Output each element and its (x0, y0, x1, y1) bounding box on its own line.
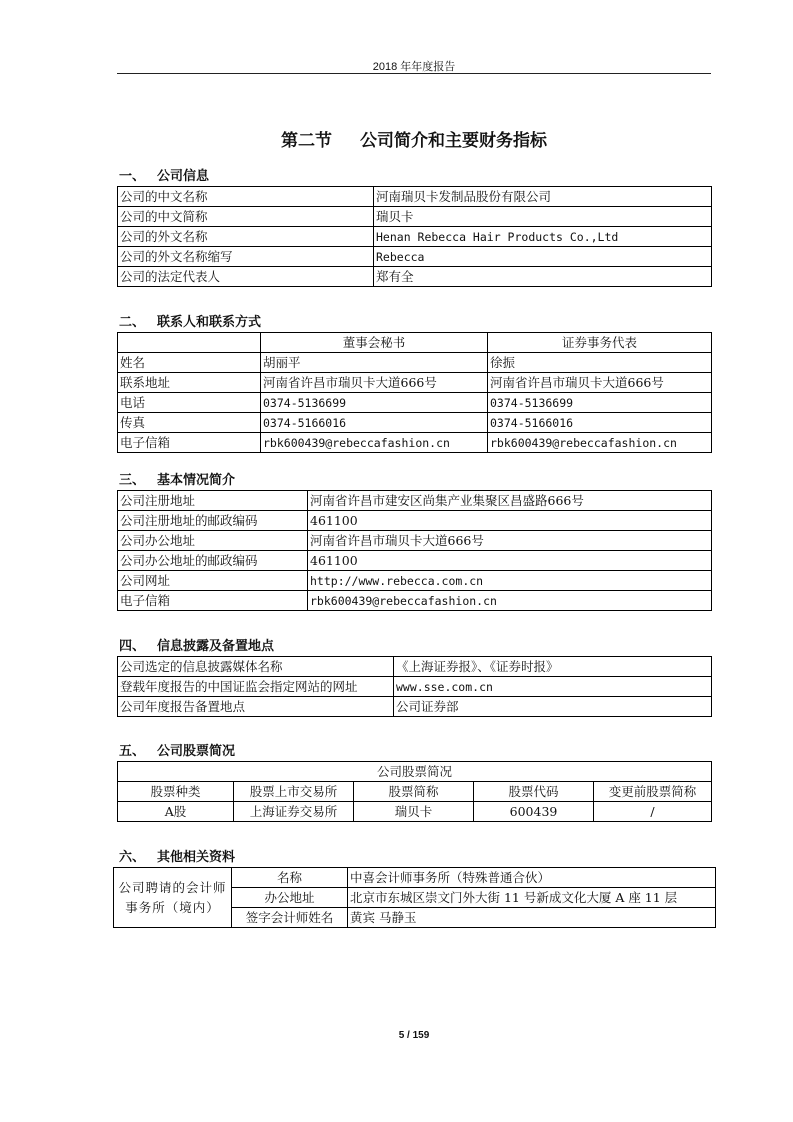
table-header-row: 董事会秘书 证券事务代表 (118, 333, 712, 353)
other-info-heading: 六、 其他相关资料 (119, 850, 236, 865)
table-row: 公司办公地址的邮政编码 461100 (118, 551, 712, 571)
stock-heading: 五、 公司股票简况 (119, 744, 236, 759)
table-row: 公司年度报告备置地点 公司证券部 (118, 697, 712, 717)
table-row: 公司的中文简称 瑞贝卡 (118, 207, 712, 227)
disclosure-heading: 四、 信息披露及备置地点 (119, 639, 275, 654)
table-row: A股 上海证券交易所 瑞贝卡 600439 / (118, 802, 712, 822)
disclosure-table (117, 656, 712, 717)
table-row: 公司注册地址的邮政编码 461100 (118, 511, 712, 531)
table-row: 电子信箱 rbk600439@rebeccafashion.cn (118, 591, 712, 611)
table-row: 签字会计师姓名 黄宾 马静玉 (114, 908, 716, 928)
table-row: 公司聘请的会计师事务所（境内） 名称 中喜会计师事务所（特殊普通合伙） (114, 868, 716, 888)
table-row: 联系地址 河南省许昌市瑞贝卡大道666号 河南省许昌市瑞贝卡大道666号 (118, 373, 712, 393)
section-name: 公司简介和主要财务指标 (360, 131, 547, 151)
table-row: 公司选定的信息披露媒体名称 《上海证券报》、《证券时报》 (118, 657, 712, 677)
section-title (117, 126, 711, 151)
table-row: 电子信箱 rbk600439@rebeccafashion.cn rbk600439@rebeccafashion.cn (118, 433, 712, 453)
table-caption-row: 公司股票简况 (118, 762, 712, 782)
contact-table (117, 332, 712, 453)
company-info-table (117, 186, 712, 287)
basic-info-table (117, 490, 712, 611)
table-row: 公司的中文名称 河南瑞贝卡发制品股份有限公司 (118, 187, 712, 207)
company-info-heading: 一、 公司信息 (119, 169, 210, 184)
table-row: 电话 0374-5136699 0374-5136699 (118, 393, 712, 413)
table-row: 公司的法定代表人 郑有全 (118, 267, 712, 287)
table-row: 传真 0374-5166016 0374-5166016 (118, 413, 712, 433)
section-number: 第二节 (281, 131, 332, 151)
table-row: 登载年度报告的中国证监会指定网站的网址 www.sse.com.cn (118, 677, 712, 697)
stock-table (117, 761, 712, 822)
table-row: 公司注册地址 河南省许昌市建安区尚集产业集聚区昌盛路666号 (118, 491, 712, 511)
header-divider (117, 73, 711, 74)
table-row: 办公地址 北京市东城区崇文门外大街 11 号新成文化大厦 A 座 11 层 (114, 888, 716, 908)
auditor-table (113, 867, 716, 928)
table-row: 公司的外文名称 Henan Rebecca Hair Products Co.,Ltd (118, 227, 712, 247)
basic-info-heading: 三、 基本情况简介 (119, 473, 236, 488)
table-row: 公司网址 http://www.rebecca.com.cn (118, 571, 712, 591)
contact-heading: 二、 联系人和联系方式 (119, 315, 262, 330)
page-number: 5 / 159 (398, 1030, 430, 1041)
table-row: 公司办公地址 河南省许昌市瑞贝卡大道666号 (118, 531, 712, 551)
table-row: 公司的外文名称缩写 Rebecca (118, 247, 712, 267)
table-row: 姓名 胡丽平 徐振 (118, 353, 712, 373)
table-header-row: 股票种类 股票上市交易所 股票简称 股票代码 变更前股票简称 (118, 782, 712, 802)
report-header: 2018 年年度报告 (372, 61, 456, 73)
